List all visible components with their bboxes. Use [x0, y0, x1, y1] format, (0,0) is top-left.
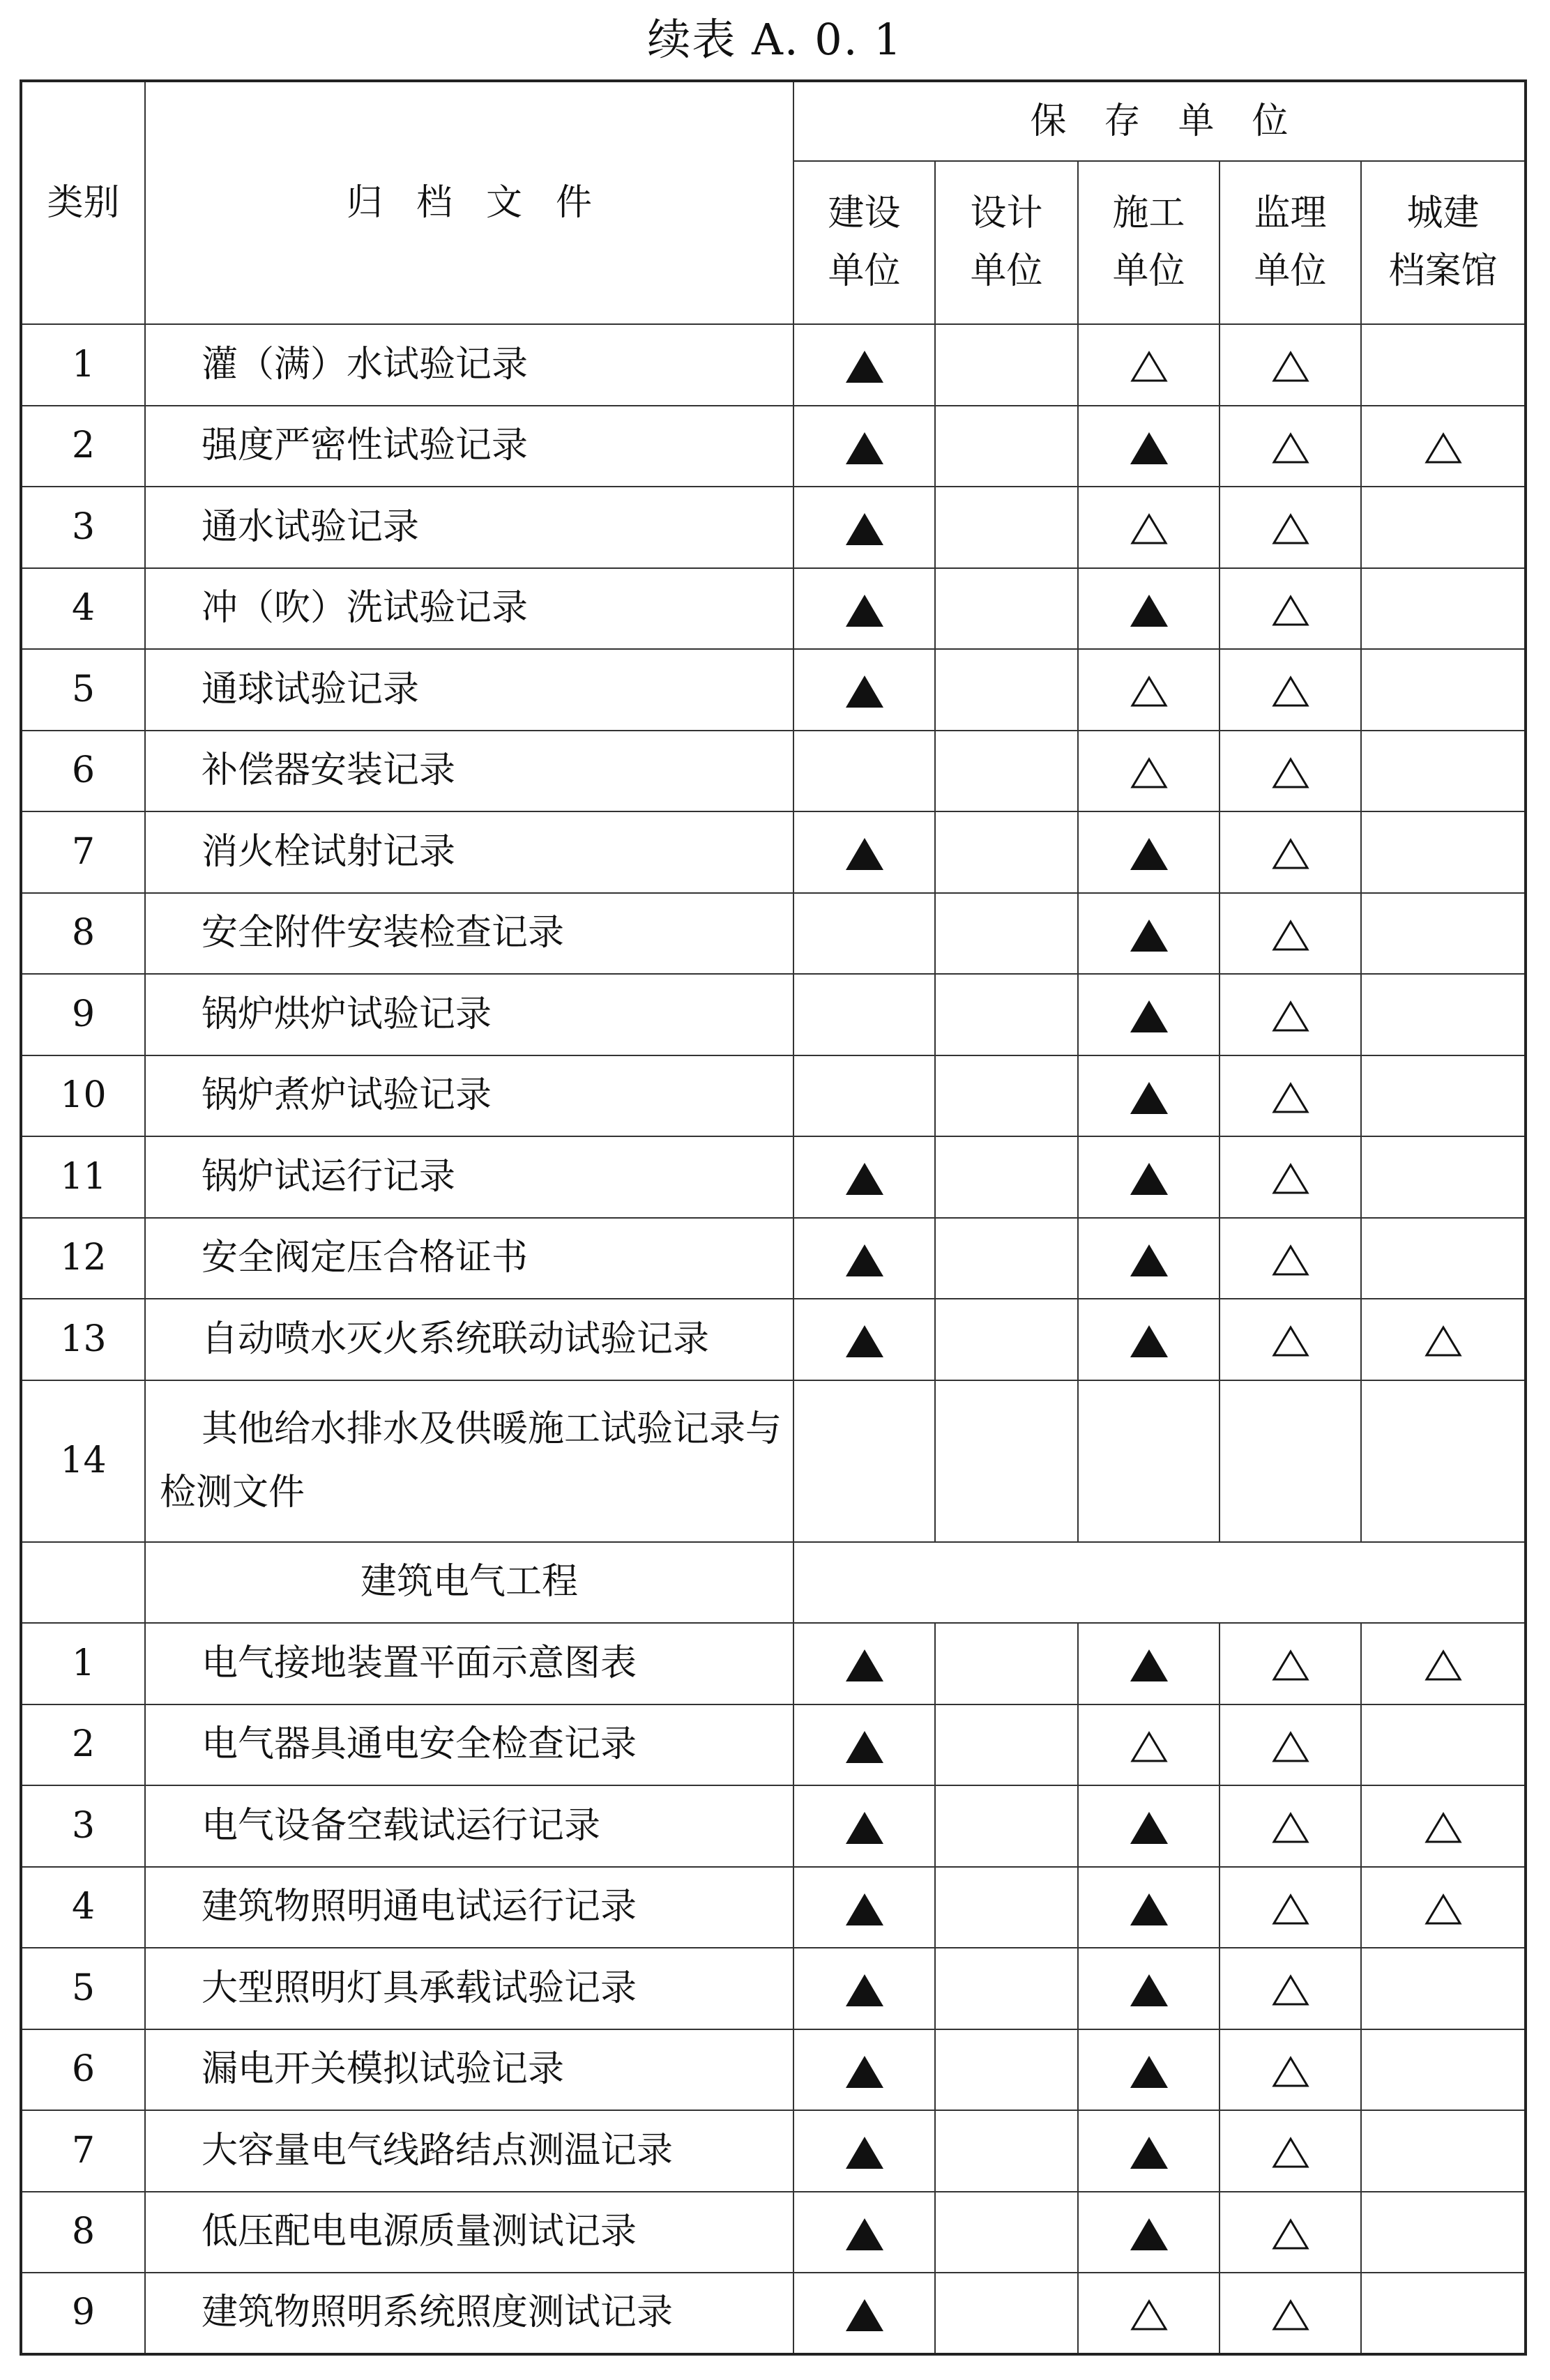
- mark-cell-design: [935, 649, 1078, 731]
- mark-cell-construction: [793, 974, 935, 1055]
- mark-cell-supervision: [1220, 324, 1361, 406]
- row-number: 6: [21, 731, 145, 812]
- filled-triangle-icon: [1130, 432, 1168, 464]
- mark-cell-construction: [793, 2110, 935, 2192]
- row-number: 7: [21, 811, 145, 893]
- open-triangle-icon: [1130, 2299, 1168, 2331]
- open-triangle-icon: [1272, 1974, 1309, 2006]
- document-name: 消火栓试射记录: [145, 811, 793, 893]
- mark-cell-contractor: [1078, 649, 1220, 731]
- table-row: [21, 1218, 1526, 1299]
- mark-cell-supervision: [1220, 1218, 1361, 1299]
- open-triangle-icon: [1130, 676, 1168, 708]
- mark-cell-contractor: [1078, 2110, 1220, 2192]
- mark-cell-contractor: [1078, 1055, 1220, 1137]
- document-name: 电气器具通电安全检查记录: [145, 1704, 793, 1786]
- open-triangle-icon: [1272, 432, 1309, 464]
- mark-cell-contractor: [1078, 2192, 1220, 2273]
- filled-triangle-icon: [1130, 1893, 1168, 1925]
- mark-cell-construction: [793, 649, 935, 731]
- row-number: 9: [21, 2273, 145, 2354]
- mark-cell-construction: [793, 1380, 935, 1542]
- document-name: 锅炉烘炉试验记录: [145, 974, 793, 1055]
- mark-cell-construction: [793, 1218, 935, 1299]
- mark-cell-contractor: [1078, 1704, 1220, 1786]
- row-number: 2: [21, 406, 145, 487]
- mark-cell-contractor: [1078, 1218, 1220, 1299]
- filled-triangle-icon: [1130, 1082, 1168, 1114]
- open-triangle-icon: [1272, 1163, 1309, 1195]
- mark-cell-supervision: [1220, 811, 1361, 893]
- row-number: 4: [21, 568, 145, 650]
- mark-cell-construction: [793, 1055, 935, 1137]
- row-number: 3: [21, 487, 145, 568]
- document-name: 通水试验记录: [145, 487, 793, 568]
- mark-cell-construction: [793, 2273, 935, 2354]
- filled-triangle-icon: [1130, 1000, 1168, 1032]
- archive-records-table: [20, 79, 1527, 2356]
- open-triangle-icon: [1272, 1893, 1309, 1925]
- filled-triangle-icon: [1130, 1244, 1168, 1276]
- table-row: [21, 1055, 1526, 1137]
- row-number: 6: [21, 2029, 145, 2111]
- mark-cell-city-archive: [1361, 1380, 1526, 1542]
- document-name: 电气接地装置平面示意图表: [145, 1623, 793, 1704]
- filled-triangle-icon: [846, 2299, 883, 2331]
- filled-triangle-icon: [1130, 1649, 1168, 1681]
- mark-cell-contractor: [1078, 2029, 1220, 2111]
- mark-cell-supervision: [1220, 406, 1361, 487]
- filled-triangle-icon: [846, 2137, 883, 2169]
- mark-cell-supervision: [1220, 2029, 1361, 2111]
- table-row: [21, 2110, 1526, 2192]
- row-number: 11: [21, 1136, 145, 1218]
- filled-triangle-icon: [1130, 1812, 1168, 1844]
- mark-cell-design: [935, 1218, 1078, 1299]
- open-triangle-icon: [1272, 757, 1309, 789]
- mark-cell-design: [935, 1623, 1078, 1704]
- filled-triangle-icon: [846, 1244, 883, 1276]
- mark-cell-supervision: [1220, 568, 1361, 650]
- mark-cell-design: [935, 2192, 1078, 2273]
- mark-cell-contractor: [1078, 1380, 1220, 1542]
- filled-triangle-icon: [846, 2218, 883, 2250]
- mark-cell-construction: [793, 2029, 935, 2111]
- mark-cell-construction: [793, 1704, 935, 1786]
- mark-cell-design: [935, 2110, 1078, 2192]
- document-name: 建筑物照明通电试运行记录: [145, 1867, 793, 1948]
- row-number: 8: [21, 893, 145, 975]
- section-row: [21, 1542, 1526, 1624]
- mark-cell-city-archive: [1361, 731, 1526, 812]
- row-number: 7: [21, 2110, 145, 2192]
- row-number: 12: [21, 1218, 145, 1299]
- mark-cell-construction: [793, 1136, 935, 1218]
- mark-cell-supervision: [1220, 1380, 1361, 1542]
- table-row: [21, 811, 1526, 893]
- open-triangle-icon: [1130, 1731, 1168, 1763]
- row-number: 1: [21, 1623, 145, 1704]
- mark-cell-construction: [793, 568, 935, 650]
- mark-cell-design: [935, 568, 1078, 650]
- document-name: 通球试验记录: [145, 649, 793, 731]
- mark-cell-contractor: [1078, 893, 1220, 975]
- mark-cell-construction: [793, 1299, 935, 1380]
- mark-cell-contractor: [1078, 1299, 1220, 1380]
- mark-cell-supervision: [1220, 731, 1361, 812]
- table-row: [21, 406, 1526, 487]
- open-triangle-icon: [1272, 1731, 1309, 1763]
- mark-cell-construction: [793, 1785, 935, 1867]
- mark-cell-design: [935, 406, 1078, 487]
- table-row: [21, 324, 1526, 406]
- mark-cell-design: [935, 1299, 1078, 1380]
- document-name: 强度严密性试验记录: [145, 406, 793, 487]
- mark-cell-contractor: [1078, 1136, 1220, 1218]
- mark-cell-city-archive: [1361, 1704, 1526, 1786]
- filled-triangle-icon: [846, 432, 883, 464]
- row-number: 10: [21, 1055, 145, 1137]
- mark-cell-city-archive: [1361, 487, 1526, 568]
- mark-cell-construction: [793, 893, 935, 975]
- filled-triangle-icon: [1130, 1163, 1168, 1195]
- row-number: 2: [21, 1704, 145, 1786]
- mark-cell-supervision: [1220, 1704, 1361, 1786]
- open-triangle-icon: [1272, 838, 1309, 870]
- open-triangle-icon: [1424, 1812, 1462, 1844]
- document-header: 归档文件: [145, 81, 793, 324]
- table-row: [21, 1704, 1526, 1786]
- document-name: 安全附件安装检查记录: [145, 893, 793, 975]
- mark-cell-construction: [793, 1623, 935, 1704]
- table-row: [21, 2273, 1526, 2354]
- open-triangle-icon: [1272, 513, 1309, 545]
- filled-triangle-icon: [1130, 838, 1168, 870]
- table-row: [21, 2029, 1526, 2111]
- filled-triangle-icon: [846, 676, 883, 708]
- mark-cell-construction: [793, 811, 935, 893]
- open-triangle-icon: [1130, 757, 1168, 789]
- open-triangle-icon: [1272, 2137, 1309, 2169]
- open-triangle-icon: [1272, 1812, 1309, 1844]
- mark-cell-supervision: [1220, 1055, 1361, 1137]
- document-name: 其他给水排水及供暖施工试验记录与检测文件: [145, 1380, 793, 1542]
- mark-cell-construction: [793, 1948, 935, 2029]
- mark-cell-supervision: [1220, 974, 1361, 1055]
- mark-cell-supervision: [1220, 2273, 1361, 2354]
- open-triangle-icon: [1272, 1000, 1309, 1032]
- open-triangle-icon: [1424, 1325, 1462, 1357]
- mark-cell-city-archive: [1361, 893, 1526, 975]
- mark-cell-city-archive: [1361, 2192, 1526, 2273]
- document-name: 锅炉煮炉试验记录: [145, 1055, 793, 1137]
- mark-cell-supervision: [1220, 1867, 1361, 1948]
- mark-cell-contractor: [1078, 1867, 1220, 1948]
- mark-cell-supervision: [1220, 2110, 1361, 2192]
- mark-cell-supervision: [1220, 1299, 1361, 1380]
- table-row: [21, 1785, 1526, 1867]
- unit-header-city-archive: 城建 档案馆: [1361, 161, 1526, 324]
- section-title: 建筑电气工程: [145, 1542, 793, 1624]
- mark-cell-supervision: [1220, 2192, 1361, 2273]
- open-triangle-icon: [1272, 1325, 1309, 1357]
- filled-triangle-icon: [846, 1649, 883, 1681]
- mark-cell-city-archive: [1361, 649, 1526, 731]
- table-row: [21, 1867, 1526, 1948]
- document-name: 自动喷水灭火系统联动试验记录: [145, 1299, 793, 1380]
- mark-cell-construction: [793, 2192, 935, 2273]
- mark-cell-city-archive: [1361, 1218, 1526, 1299]
- open-triangle-icon: [1272, 1082, 1309, 1114]
- mark-cell-city-archive: [1361, 2110, 1526, 2192]
- filled-triangle-icon: [1130, 595, 1168, 627]
- mark-cell-city-archive: [1361, 1299, 1526, 1380]
- document-name: 漏电开关模拟试验记录: [145, 2029, 793, 2111]
- mark-cell-construction: [793, 1867, 935, 1948]
- mark-cell-design: [935, 1948, 1078, 2029]
- table-row: [21, 1380, 1526, 1542]
- mark-cell-city-archive: [1361, 1136, 1526, 1218]
- mark-cell-city-archive: [1361, 406, 1526, 487]
- mark-cell-construction: [793, 324, 935, 406]
- unit-header-contractor: 施工 单位: [1078, 161, 1220, 324]
- open-triangle-icon: [1272, 2218, 1309, 2250]
- filled-triangle-icon: [846, 595, 883, 627]
- mark-cell-design: [935, 1380, 1078, 1542]
- mark-cell-contractor: [1078, 2273, 1220, 2354]
- table-row: [21, 568, 1526, 650]
- row-number: 8: [21, 2192, 145, 2273]
- document-name: 补偿器安装记录: [145, 731, 793, 812]
- document-name: 电气设备空载试运行记录: [145, 1785, 793, 1867]
- filled-triangle-icon: [1130, 920, 1168, 952]
- filled-triangle-icon: [846, 2056, 883, 2088]
- mark-cell-construction: [793, 731, 935, 812]
- mark-cell-design: [935, 2029, 1078, 2111]
- filled-triangle-icon: [846, 1325, 883, 1357]
- open-triangle-icon: [1272, 920, 1309, 952]
- open-triangle-icon: [1130, 513, 1168, 545]
- mark-cell-design: [935, 324, 1078, 406]
- mark-cell-design: [935, 1867, 1078, 1948]
- open-triangle-icon: [1424, 1649, 1462, 1681]
- mark-cell-design: [935, 1785, 1078, 1867]
- open-triangle-icon: [1272, 1649, 1309, 1681]
- mark-cell-supervision: [1220, 893, 1361, 975]
- mark-cell-city-archive: [1361, 811, 1526, 893]
- mark-cell-city-archive: [1361, 1867, 1526, 1948]
- mark-cell-city-archive: [1361, 324, 1526, 406]
- filled-triangle-icon: [1130, 2218, 1168, 2250]
- unit-header-supervision: 监理 单位: [1220, 161, 1361, 324]
- mark-cell-city-archive: [1361, 1623, 1526, 1704]
- filled-triangle-icon: [1130, 1325, 1168, 1357]
- mark-cell-design: [935, 1704, 1078, 1786]
- mark-cell-contractor: [1078, 1785, 1220, 1867]
- open-triangle-icon: [1424, 1893, 1462, 1925]
- filled-triangle-icon: [1130, 2137, 1168, 2169]
- document-name: 低压配电电源质量测试记录: [145, 2192, 793, 2273]
- mark-cell-contractor: [1078, 974, 1220, 1055]
- filled-triangle-icon: [1130, 2056, 1168, 2088]
- table-row: [21, 1948, 1526, 2029]
- mark-cell-design: [935, 1055, 1078, 1137]
- table-row: [21, 649, 1526, 731]
- row-number: 1: [21, 324, 145, 406]
- filled-triangle-icon: [846, 1731, 883, 1763]
- row-number: 5: [21, 1948, 145, 2029]
- mark-cell-city-archive: [1361, 1948, 1526, 2029]
- mark-cell-contractor: [1078, 811, 1220, 893]
- document-name: 冲（吹）洗试验记录: [145, 568, 793, 650]
- mark-cell-supervision: [1220, 1948, 1361, 2029]
- filled-triangle-icon: [846, 1893, 883, 1925]
- row-number: 14: [21, 1380, 145, 1542]
- filled-triangle-icon: [846, 1812, 883, 1844]
- filled-triangle-icon: [1130, 1974, 1168, 2006]
- mark-cell-design: [935, 893, 1078, 975]
- electrical-records: [21, 1623, 1526, 2354]
- row-number: 4: [21, 1867, 145, 1948]
- mark-cell-city-archive: [1361, 974, 1526, 1055]
- mark-cell-contractor: [1078, 1948, 1220, 2029]
- document-name: 大容量电气线路结点测温记录: [145, 2110, 793, 2192]
- open-triangle-icon: [1272, 676, 1309, 708]
- document-name: 安全阀定压合格证书: [145, 1218, 793, 1299]
- mark-cell-contractor: [1078, 324, 1220, 406]
- unit-header-construction: 建设 单位: [793, 161, 935, 324]
- table-row: [21, 1299, 1526, 1380]
- row-number: 5: [21, 649, 145, 731]
- mark-cell-supervision: [1220, 1623, 1361, 1704]
- unit-header-design: 设计 单位: [935, 161, 1078, 324]
- filled-triangle-icon: [846, 838, 883, 870]
- table-row: [21, 731, 1526, 812]
- filled-triangle-icon: [846, 1974, 883, 2006]
- mark-cell-city-archive: [1361, 1055, 1526, 1137]
- mark-cell-design: [935, 1136, 1078, 1218]
- section-span-cell: [793, 1542, 1526, 1624]
- table-row: [21, 893, 1526, 975]
- row-number: 3: [21, 1785, 145, 1867]
- table-row: [21, 2192, 1526, 2273]
- document-name: 灌（满）水试验记录: [145, 324, 793, 406]
- mark-cell-design: [935, 811, 1078, 893]
- table-row: [21, 1623, 1526, 1704]
- mark-cell-contractor: [1078, 406, 1220, 487]
- mark-cell-design: [935, 731, 1078, 812]
- open-triangle-icon: [1272, 595, 1309, 627]
- mark-cell-design: [935, 487, 1078, 568]
- table-row: [21, 487, 1526, 568]
- mark-cell-supervision: [1220, 1785, 1361, 1867]
- table-row: [21, 1136, 1526, 1218]
- row-number: 13: [21, 1299, 145, 1380]
- mark-cell-city-archive: [1361, 1785, 1526, 1867]
- mark-cell-design: [935, 974, 1078, 1055]
- mark-cell-supervision: [1220, 487, 1361, 568]
- document-name: 锅炉试运行记录: [145, 1136, 793, 1218]
- open-triangle-icon: [1130, 351, 1168, 383]
- document-name: 建筑物照明系统照度测试记录: [145, 2273, 793, 2354]
- open-triangle-icon: [1272, 2299, 1309, 2331]
- open-triangle-icon: [1272, 2056, 1309, 2088]
- open-triangle-icon: [1272, 351, 1309, 383]
- mark-cell-city-archive: [1361, 568, 1526, 650]
- open-triangle-icon: [1424, 432, 1462, 464]
- mark-cell-contractor: [1078, 731, 1220, 812]
- section-empty-cell: [21, 1542, 145, 1624]
- mark-cell-supervision: [1220, 649, 1361, 731]
- table-caption: 续表 A. 0. 1: [647, 14, 903, 65]
- mark-cell-contractor: [1078, 568, 1220, 650]
- plumbing-records: [21, 324, 1526, 1542]
- category-header: 类别: [21, 81, 145, 324]
- filled-triangle-icon: [846, 513, 883, 545]
- open-triangle-icon: [1272, 1244, 1309, 1276]
- mark-cell-supervision: [1220, 1136, 1361, 1218]
- mark-cell-construction: [793, 406, 935, 487]
- document-name: 大型照明灯具承载试验记录: [145, 1948, 793, 2029]
- filled-triangle-icon: [846, 351, 883, 383]
- row-number: 9: [21, 974, 145, 1055]
- mark-cell-construction: [793, 487, 935, 568]
- filled-triangle-icon: [846, 1163, 883, 1195]
- mark-cell-contractor: [1078, 487, 1220, 568]
- mark-cell-city-archive: [1361, 2273, 1526, 2354]
- mark-cell-design: [935, 2273, 1078, 2354]
- mark-cell-contractor: [1078, 1623, 1220, 1704]
- mark-cell-city-archive: [1361, 2029, 1526, 2111]
- storage-units-header: 保存单位: [793, 81, 1526, 161]
- table-row: [21, 974, 1526, 1055]
